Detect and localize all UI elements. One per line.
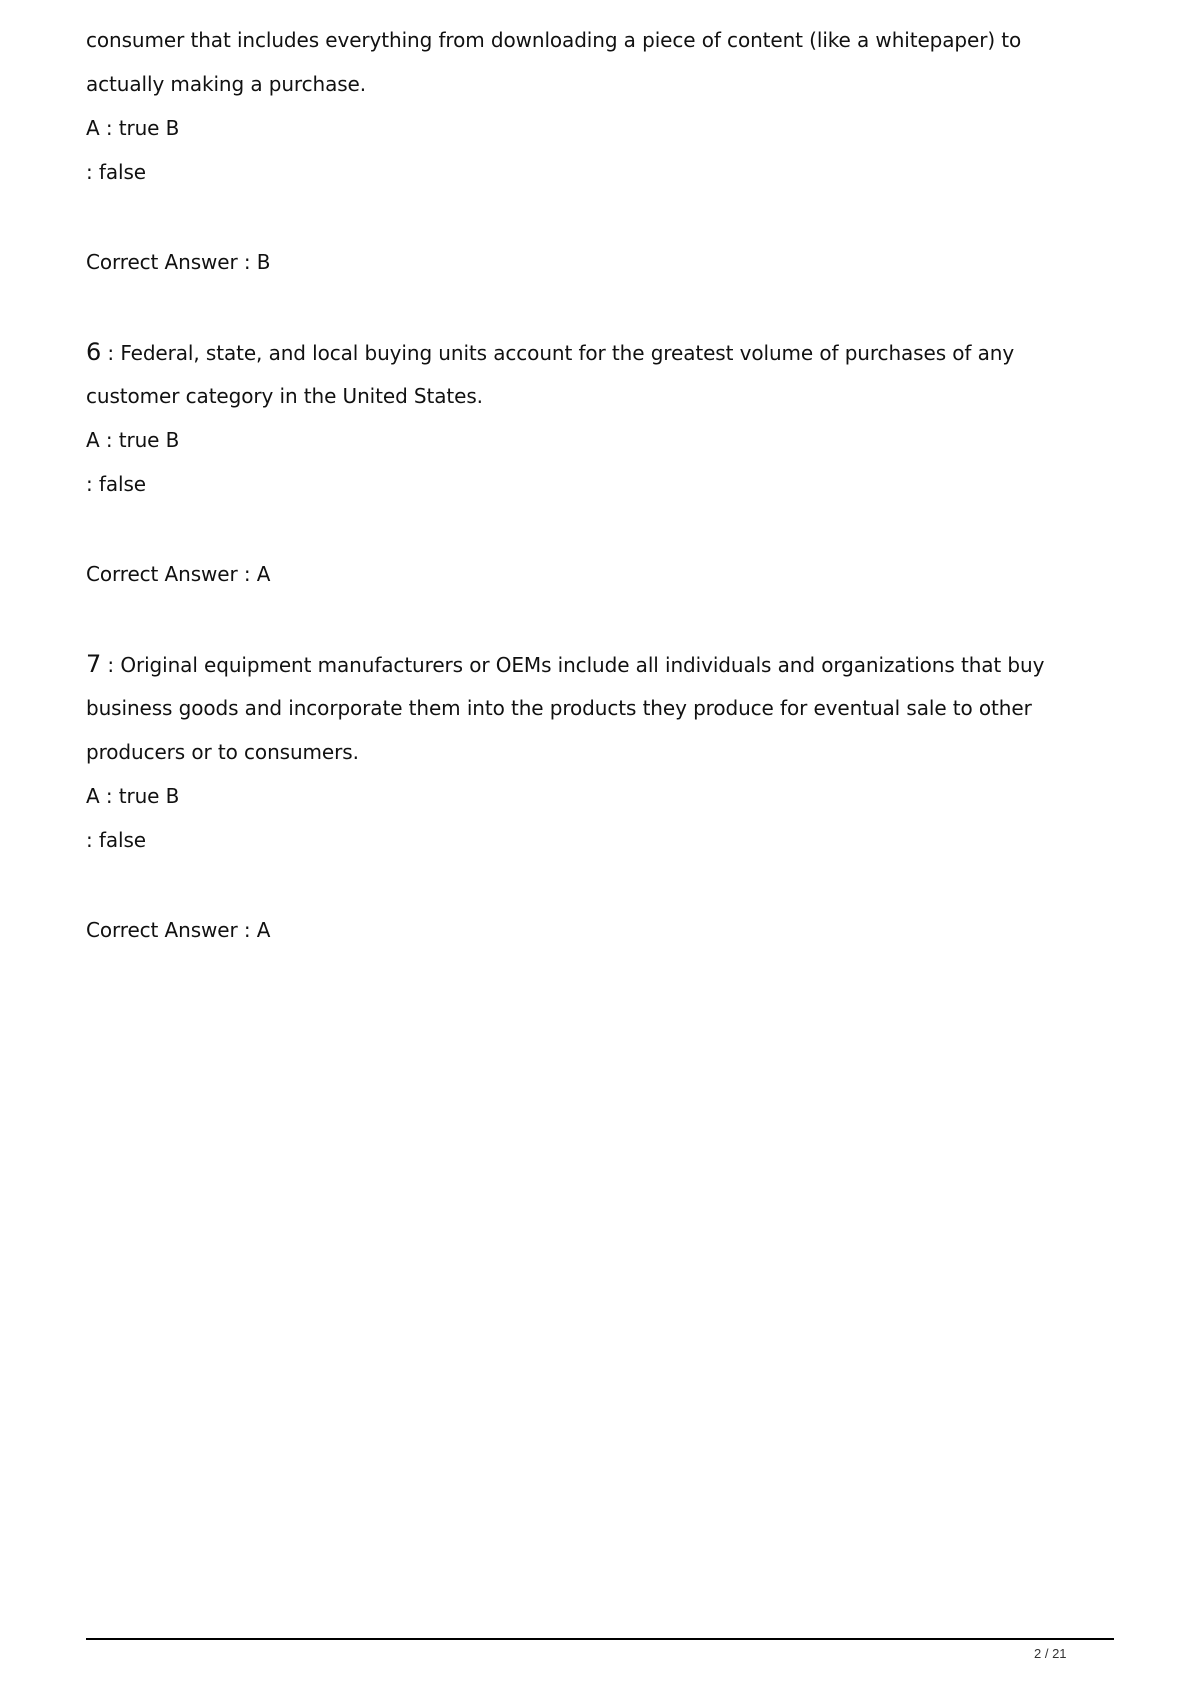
question-6: [86, 330, 1086, 596]
question-number: 6: [86, 338, 102, 366]
option-a: A : true B: [86, 784, 180, 808]
question-7: [86, 642, 1086, 952]
page-number: 2 / 21: [1034, 1646, 1067, 1661]
option-b: : false: [86, 160, 146, 184]
question-text-line: customer category in the United States.: [86, 384, 483, 408]
option-a: A : true B: [86, 116, 180, 140]
question-continuation: [86, 18, 1086, 284]
option-a: A : true B: [86, 428, 180, 452]
option-b: : false: [86, 828, 146, 852]
question-text: : Original equipment manufacturers or OEMs include all individuals and organizations that buy: [101, 653, 1045, 677]
question-text-line: actually making a purchase.: [86, 72, 367, 96]
option-b: : false: [86, 472, 146, 496]
page-content: [86, 18, 1086, 952]
correct-answer: Correct Answer : A: [86, 918, 271, 942]
question-text-line: business goods and incorporate them into the products they produce for eventual sale to other: [86, 696, 1032, 720]
question-number: 7: [86, 650, 102, 678]
question-text-line: consumer that includes everything from downloading a piece of content (like a whitepaper) to: [86, 28, 1022, 52]
correct-answer: Correct Answer : A: [86, 562, 271, 586]
footer-divider: [86, 1638, 1114, 1640]
question-text-line: [86, 330, 1086, 374]
question-text-line: producers or to consumers.: [86, 740, 359, 764]
question-text-line: [86, 642, 1086, 686]
question-text: : Federal, state, and local buying units account for the greatest volume of purchases of any: [101, 341, 1015, 365]
correct-answer: Correct Answer : B: [86, 250, 271, 274]
